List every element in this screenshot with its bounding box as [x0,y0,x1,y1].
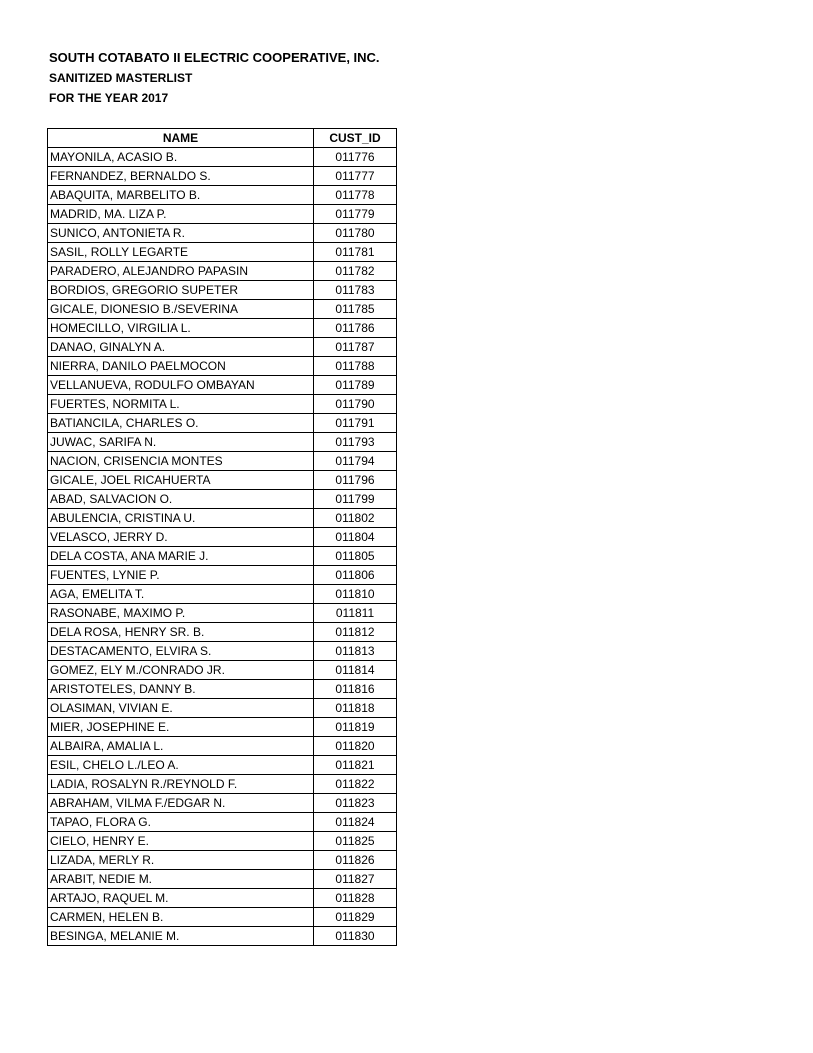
table-row [48,756,397,775]
customer-name-cell: ABAQUITA, MARBELITO B. [48,186,314,205]
table-row [48,623,397,642]
customer-name-cell: GICALE, DIONESIO B./SEVERINA [48,300,314,319]
customer-id-cell: 011830 [314,927,397,946]
customer-id-cell: 011778 [314,186,397,205]
customer-id-cell: 011823 [314,794,397,813]
customer-id-cell: 011777 [314,167,397,186]
customer-name-cell: DELA COSTA, ANA MARIE J. [48,547,314,566]
customer-name-cell: CARMEN, HELEN B. [48,908,314,927]
table-row [48,870,397,889]
customer-id-cell: 011780 [314,224,397,243]
customer-id-cell: 011824 [314,813,397,832]
customer-name-cell: FERNANDEZ, BERNALDO S. [48,167,314,186]
table-row [48,262,397,281]
customer-name-cell: ARABIT, NEDIE M. [48,870,314,889]
table-row [48,889,397,908]
customer-name-cell: ESIL, CHELO L./LEO A. [48,756,314,775]
customer-name-cell: JUWAC, SARIFA N. [48,433,314,452]
customer-id-cell: 011821 [314,756,397,775]
table-row [48,528,397,547]
customer-id-cell: 011785 [314,300,397,319]
customer-name-cell: MIER, JOSEPHINE E. [48,718,314,737]
table-row [48,718,397,737]
customer-id-cell: 011827 [314,870,397,889]
table-row [48,281,397,300]
customer-name-cell: VELASCO, JERRY D. [48,528,314,547]
customer-name-cell: TAPAO, FLORA G. [48,813,314,832]
table-row [48,680,397,699]
customer-id-cell: 011826 [314,851,397,870]
customer-id-cell: 011804 [314,528,397,547]
customer-id-cell: 011787 [314,338,397,357]
customer-id-cell: 011828 [314,889,397,908]
customer-id-cell: 011794 [314,452,397,471]
table-row [48,490,397,509]
customer-name-cell: ALBAIRA, AMALIA L. [48,737,314,756]
customer-id-cell: 011789 [314,376,397,395]
table-row [48,927,397,946]
document-subtitle: SANITIZED MASTERLIST [49,71,193,85]
table-row [48,737,397,756]
customer-name-cell: HOMECILLO, VIRGILIA L. [48,319,314,338]
customer-id-cell: 011786 [314,319,397,338]
customer-name-cell: OLASIMAN, VIVIAN E. [48,699,314,718]
table-row [48,186,397,205]
column-header-name: NAME [48,129,314,148]
customer-name-cell: ABULENCIA, CRISTINA U. [48,509,314,528]
customer-id-cell: 011829 [314,908,397,927]
table-body [48,148,397,946]
customer-id-cell: 011799 [314,490,397,509]
customer-id-cell: 011790 [314,395,397,414]
table-row [48,908,397,927]
table-row [48,699,397,718]
table-row [48,148,397,167]
customer-name-cell: ABAD, SALVACION O. [48,490,314,509]
customer-id-cell: 011818 [314,699,397,718]
customer-name-cell: MAYONILA, ACASIO B. [48,148,314,167]
table-row [48,300,397,319]
table-row [48,357,397,376]
customer-name-cell: NACION, CRISENCIA MONTES [48,452,314,471]
customer-name-cell: DELA ROSA, HENRY SR. B. [48,623,314,642]
customer-name-cell: BESINGA, MELANIE M. [48,927,314,946]
customer-name-cell: NIERRA, DANILO PAELMOCON [48,357,314,376]
table-row [48,205,397,224]
column-header-cust-id: CUST_ID [314,129,397,148]
customer-name-cell: LADIA, ROSALYN R./REYNOLD F. [48,775,314,794]
table-row [48,794,397,813]
table-row [48,471,397,490]
customer-id-cell: 011783 [314,281,397,300]
customer-id-cell: 011812 [314,623,397,642]
customer-name-cell: SASIL, ROLLY LEGARTE [48,243,314,262]
customer-name-cell: PARADERO, ALEJANDRO PAPASIN [48,262,314,281]
table-row [48,433,397,452]
customer-name-cell: ARTAJO, RAQUEL M. [48,889,314,908]
table-row [48,395,397,414]
customer-id-cell: 011822 [314,775,397,794]
customer-name-cell: FUENTES, LYNIE P. [48,566,314,585]
customer-id-cell: 011781 [314,243,397,262]
table-row [48,376,397,395]
table-row [48,167,397,186]
customer-id-cell: 011805 [314,547,397,566]
customer-name-cell: VELLANUEVA, RODULFO OMBAYAN [48,376,314,395]
table-row [48,604,397,623]
customer-name-cell: LIZADA, MERLY R. [48,851,314,870]
table-header-row [48,129,397,148]
table-row [48,832,397,851]
table-row [48,642,397,661]
table-row [48,547,397,566]
customer-name-cell: SUNICO, ANTONIETA R. [48,224,314,243]
table-row [48,338,397,357]
masterlist-table [47,128,397,946]
customer-id-cell: 011779 [314,205,397,224]
table-row [48,585,397,604]
customer-id-cell: 011806 [314,566,397,585]
customer-id-cell: 011816 [314,680,397,699]
customer-name-cell: GICALE, JOEL RICAHUERTA [48,471,314,490]
customer-name-cell: BATIANCILA, CHARLES O. [48,414,314,433]
customer-name-cell: AGA, EMELITA T. [48,585,314,604]
table-row [48,243,397,262]
customer-name-cell: FUERTES, NORMITA L. [48,395,314,414]
customer-name-cell: CIELO, HENRY E. [48,832,314,851]
table-row [48,509,397,528]
customer-id-cell: 011776 [314,148,397,167]
customer-id-cell: 011791 [314,414,397,433]
customer-id-cell: 011813 [314,642,397,661]
customer-id-cell: 011796 [314,471,397,490]
customer-id-cell: 011788 [314,357,397,376]
document-header [49,48,380,108]
customer-id-cell: 011811 [314,604,397,623]
customer-name-cell: DESTACAMENTO, ELVIRA S. [48,642,314,661]
customer-name-cell: BORDIOS, GREGORIO SUPETER [48,281,314,300]
customer-id-cell: 011825 [314,832,397,851]
table-row [48,224,397,243]
company-title: SOUTH COTABATO II ELECTRIC COOPERATIVE, INC. [49,50,380,65]
customer-id-cell: 011819 [314,718,397,737]
table-row [48,414,397,433]
table-row [48,851,397,870]
customer-name-cell: DANAO, GINALYN A. [48,338,314,357]
customer-id-cell: 011793 [314,433,397,452]
table-row [48,452,397,471]
table-row [48,566,397,585]
customer-id-cell: 011802 [314,509,397,528]
customer-name-cell: ARISTOTELES, DANNY B. [48,680,314,699]
customer-id-cell: 011810 [314,585,397,604]
table-row [48,661,397,680]
customer-id-cell: 011820 [314,737,397,756]
customer-name-cell: MADRID, MA. LIZA P. [48,205,314,224]
customer-id-cell: 011814 [314,661,397,680]
customer-name-cell: ABRAHAM, VILMA F./EDGAR N. [48,794,314,813]
document-year: FOR THE YEAR 2017 [49,91,169,105]
customer-name-cell: GOMEZ, ELY M./CONRADO JR. [48,661,314,680]
table-row [48,775,397,794]
table-row [48,813,397,832]
customer-name-cell: RASONABE, MAXIMO P. [48,604,314,623]
customer-id-cell: 011782 [314,262,397,281]
table-row [48,319,397,338]
